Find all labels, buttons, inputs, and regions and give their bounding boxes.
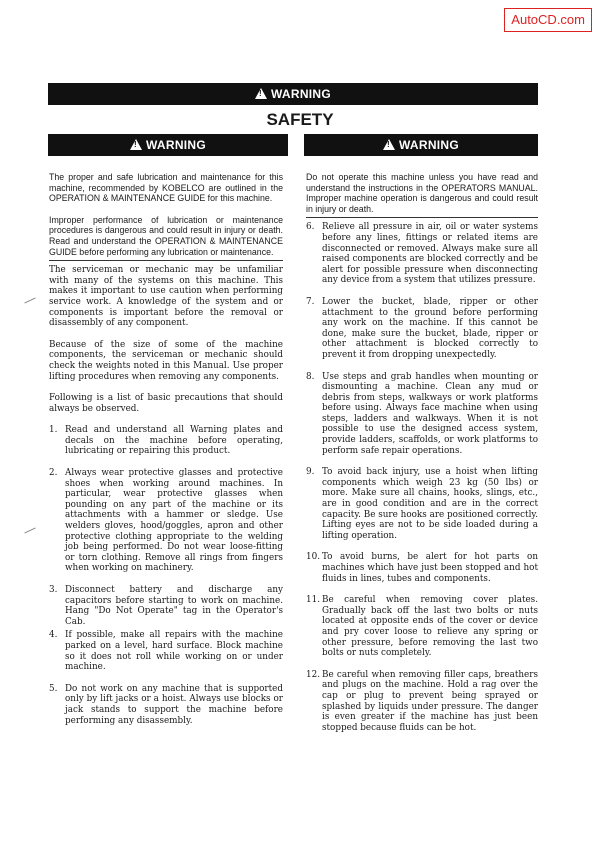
divider [49, 260, 283, 261]
intro-paragraph: Improper performance of lubrication or maintenance procedures is dangerous and could result in injury or death. Read and understand the OPERATION & MAINTENANCE GUIDE before performing any lubrication or maintenance. [49, 214, 283, 257]
list-item [306, 467, 538, 541]
item-number: 5. [49, 683, 58, 694]
right-warning-label: WARNING [398, 138, 460, 152]
margin-mark [24, 298, 35, 304]
warning-triangle-icon [383, 139, 395, 150]
left-warning-label: WARNING [145, 138, 207, 152]
warning-triangle-icon [255, 88, 267, 99]
item-number: 7. [306, 296, 315, 307]
item-text: Disconnect battery and discharge any capacitors before starting to work on machine. Hang "Do Not Operate" tag in the Operator's Cab. [65, 585, 283, 627]
top-warning-banner [48, 83, 538, 105]
item-text: Be careful when removing filler caps, breathers and plugs on the machine. Hold a rag over the cap or plug to prevent being sprayed or splashed by liquids under pressure. The danger is even greater if the machine has just been stopped because fluids can be hot. [322, 669, 538, 733]
list-item [49, 630, 283, 672]
list-item [49, 425, 283, 457]
top-warning-label: WARNING [270, 87, 332, 101]
item-text: To avoid back injury, use a hoist when lifting components which weigh 23 kg (50 lbs) or more. Make sure all chains, hooks, slings, etc., are in good condition and are in the correct capacity. Be sure hooks are positioned correctly. Lifting eyes are not to be side loaded during a lifting operation. [322, 467, 538, 541]
right-column [306, 172, 538, 744]
list-item [306, 595, 538, 659]
item-text: If possible, make all repairs with the machine parked on a level, hard surface. Block machine so it does not roll while working on or under machine. [65, 630, 283, 673]
item-number: 6. [306, 222, 315, 233]
page-title: SAFETY [266, 110, 334, 129]
list-item [306, 222, 538, 286]
body-paragraph: The serviceman or mechanic may be unfamiliar with many of the systems on this machine. This makes it important to use caution when performing service work. A knowledge of the system and or components is important before the removal or disassembly of any component. [49, 265, 283, 329]
intro-paragraph: The proper and safe lubrication and maintenance for this machine, recommended by KOBELCO are outlined in the OPERATION & MAINTENANCE GUIDE for this machine. [49, 172, 283, 204]
margin-mark [24, 528, 35, 534]
item-number: 4. [49, 630, 58, 641]
item-number: 8. [306, 371, 315, 382]
item-number: 11. [306, 595, 320, 606]
item-text: Relieve all pressure in air, oil or water systems before any lines, fittings or related items are disconnected or removed. Always make sure all raised components are blocked correctly and be alert for possible pressure when disconnecting any device from a system that utilizes pressure. [322, 222, 538, 286]
list-item [306, 552, 538, 584]
list-item [49, 585, 283, 627]
list-item [306, 297, 538, 361]
item-number: 12. [306, 669, 320, 680]
item-number: 1. [49, 425, 58, 436]
item-number: 10. [306, 552, 320, 563]
item-text: Read and understand all Warning plates and decals on the machine before operating, lubricating or repairing this product. [65, 425, 283, 457]
body-paragraph: Because of the size of some of the machine components, the serviceman or mechanic should check the weights noted in this Manual. Use proper lifting procedures when removing any components. [49, 339, 283, 382]
list-item [306, 372, 538, 457]
item-text: Always wear protective glasses and protective shoes when working around machines. In particular, wear protective glasses when pounding on any part of the machine or its attachments with a hammer or sledge. Use welders gloves, hood/goggles, apron and other protective clothing appropriate to the welding job being performed. Do not wear loose-fitting or torn clothing. Remove all rings from fingers when working on machinery. [65, 468, 283, 574]
watermark-autocd: AutoCD.com [504, 8, 592, 32]
item-text: Do not work on any machine that is supported only by lift jacks or a hoist. Always use blocks or jack stands to support the machine before performing any disassembly. [65, 683, 283, 726]
divider [306, 217, 538, 218]
body-paragraph: Following is a list of basic precautions that should always be observed. [49, 393, 283, 414]
list-item [49, 684, 283, 726]
warning-triangle-icon [130, 139, 142, 150]
list-item [49, 468, 283, 574]
item-text: To avoid burns, be alert for hot parts on machines which have just been stopped and hot fluids in lines, tubes and components. [322, 552, 538, 584]
list-item [306, 670, 538, 734]
left-warning-banner [48, 134, 288, 156]
intro-paragraph: Do not operate this machine unless you have read and understand the instructions in the OPERATORS MANUAL. Improper machine operation is dangerous and could result in injury or death. [306, 172, 538, 214]
item-text: Be careful when removing cover plates. Gradually back off the last two bolts or nuts located at opposite ends of the cover or device and pry cover loose to relieve any spring or other pressure, before removing the last two bolts or nuts completely. [322, 595, 538, 659]
right-warning-banner [304, 134, 538, 156]
item-number: 9. [306, 467, 315, 478]
item-text: Lower the bucket, blade, ripper or other attachment to the ground before performing any work on the machine. If this cannot be done, make sure the bucket, blade, ripper or other attachment is blocked correctly to prevent it from dropping unexpectedly. [322, 296, 538, 360]
item-number: 2. [49, 468, 58, 479]
item-text: Use steps and grab handles when mounting or dismounting a machine. Clean any mud or debris from steps, walkways or work platforms before using. Always face machine when using steps, ladders and walkways. When it is not possible to use the designed access system, provide ladders, scaffolds, or work platforms to perform safe repair operations. [322, 371, 538, 456]
left-column [49, 172, 283, 737]
item-number: 3. [49, 585, 58, 595]
